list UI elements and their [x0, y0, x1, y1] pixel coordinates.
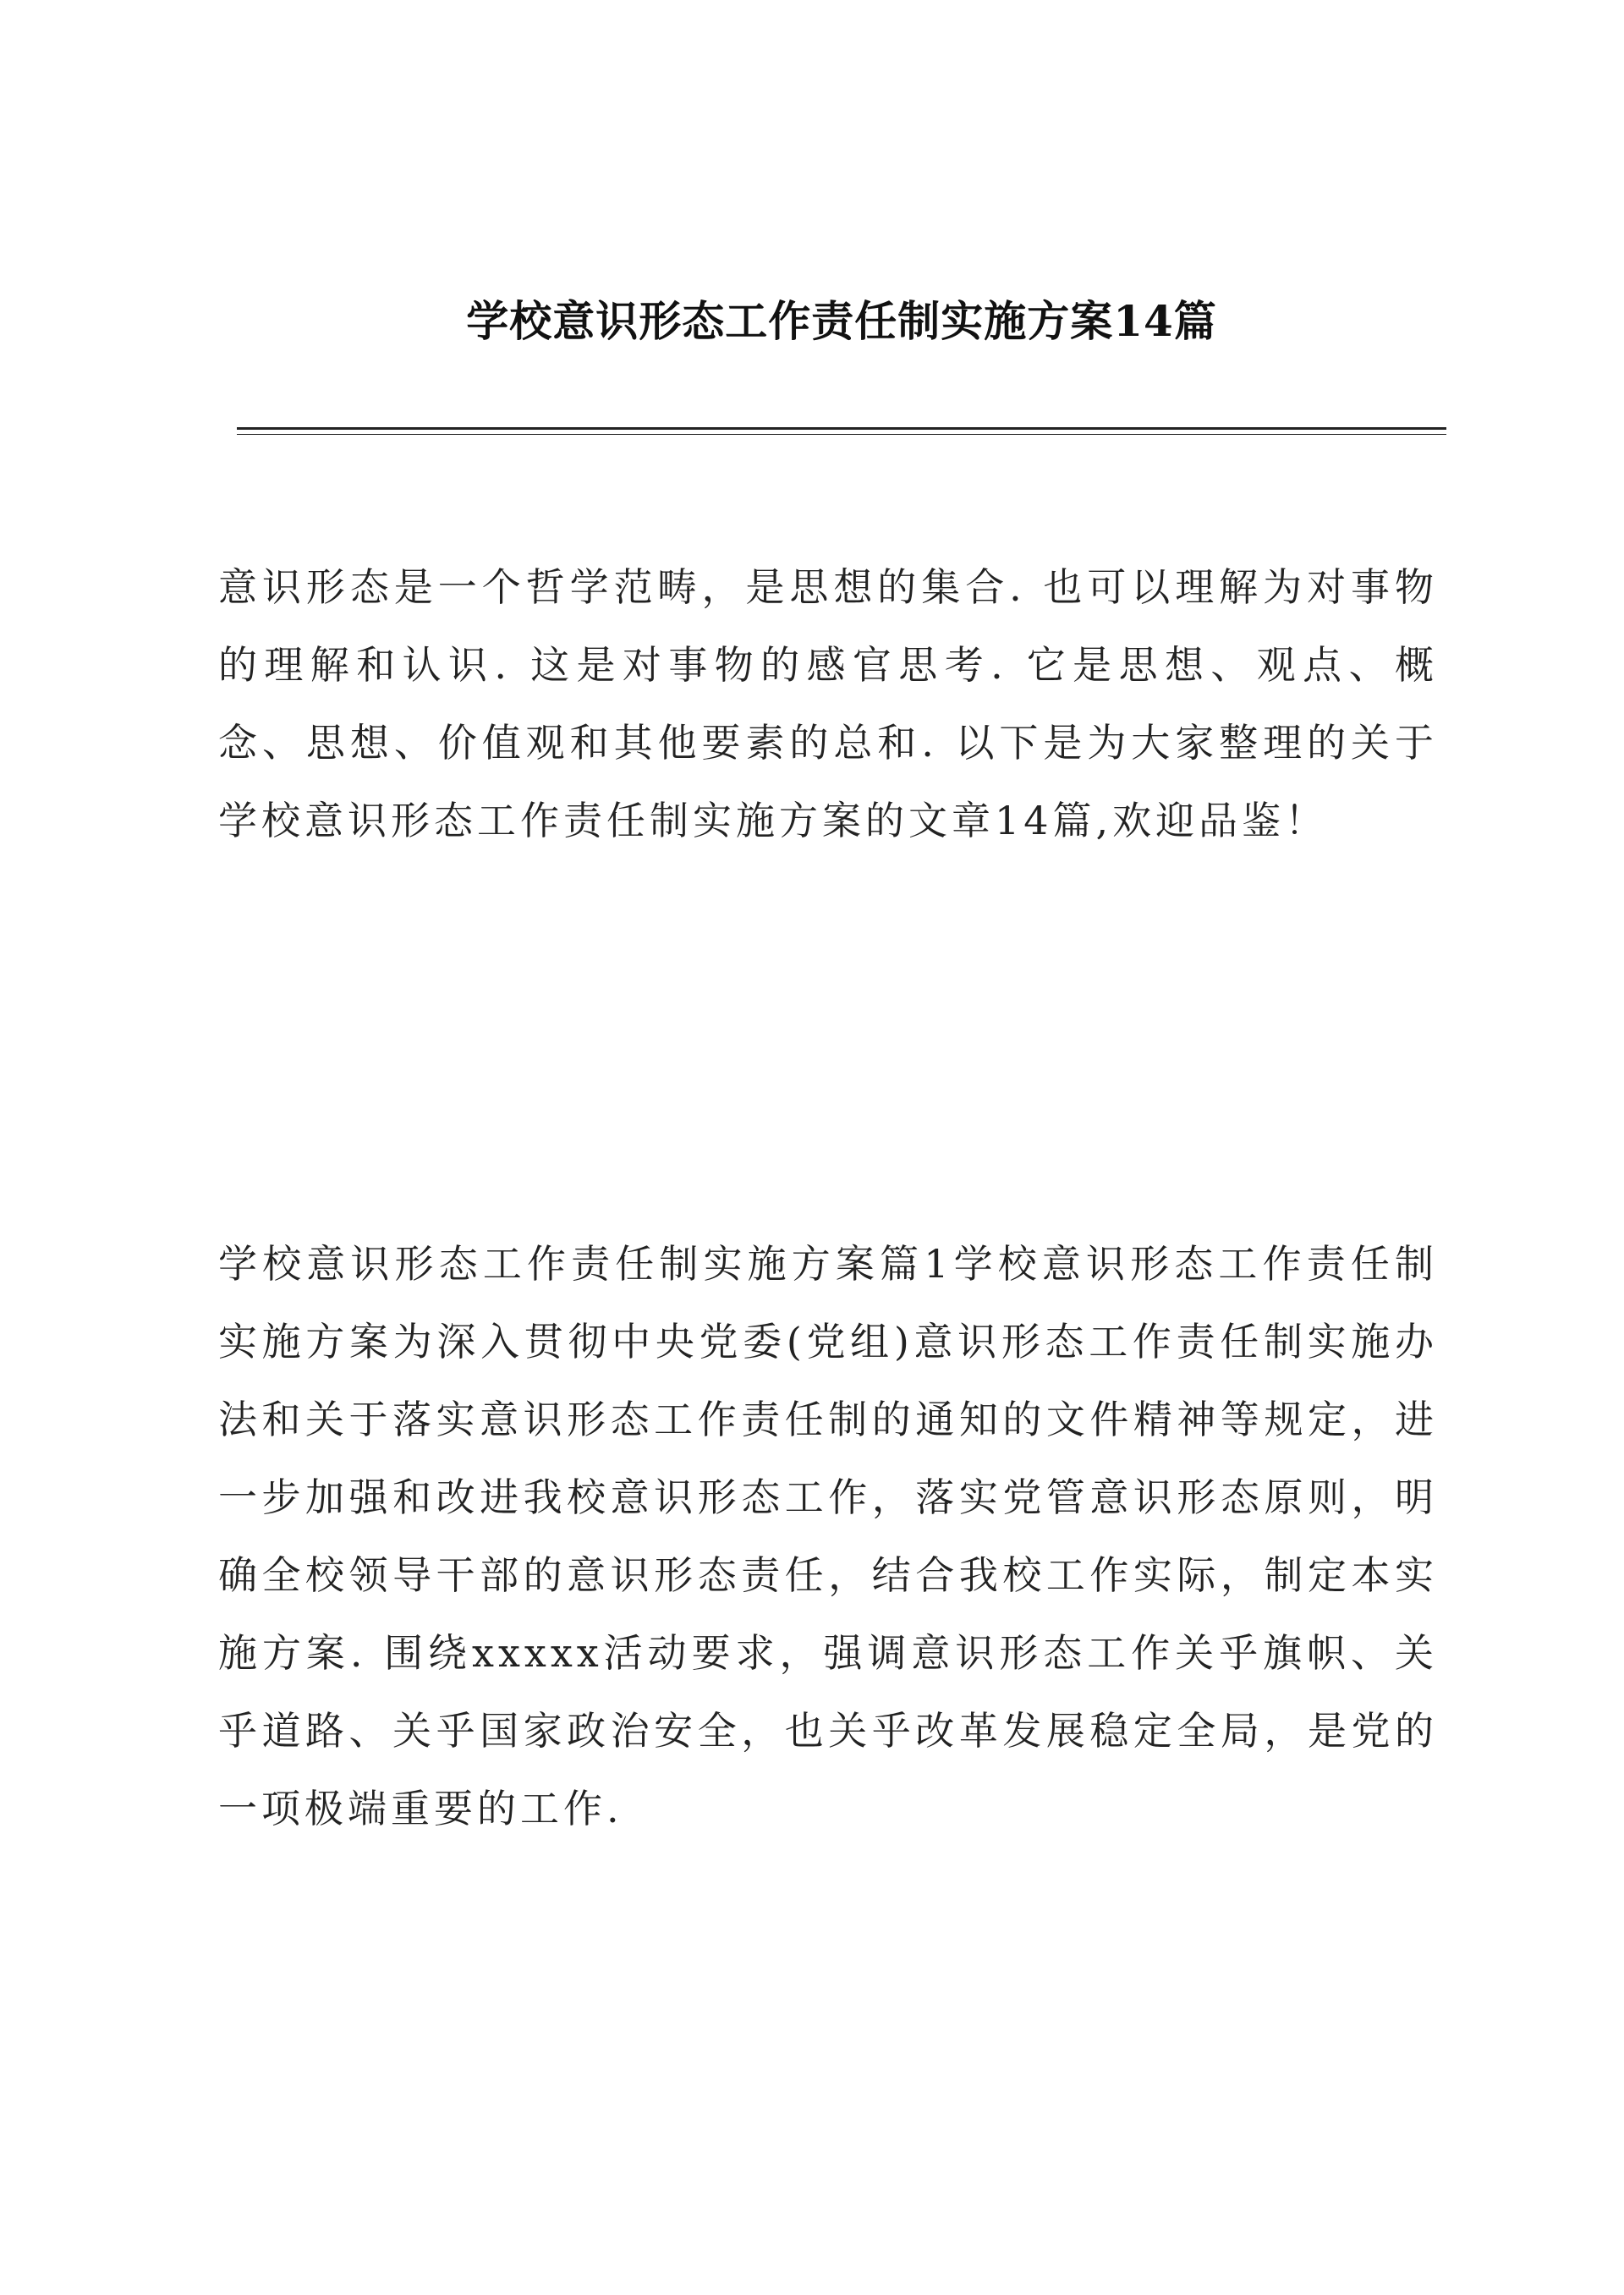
- title-divider-thick: [237, 427, 1446, 430]
- title-divider-thin: [237, 434, 1446, 435]
- intro-paragraph: 意识形态是一个哲学范畴，是思想的集合. 也可以理解为对事物的理解和认识. 这是对事物的感官思考. 它是思想、观点、概念、思想、价值观和其他要素的总和. 以下是为大家整理的关于学校意识形态工作责任制实施方案的文章14篇,欢迎品鉴！: [218, 564, 1438, 843]
- document-title: 学校意识形态工作责任制实施方案14篇: [466, 296, 1217, 346]
- article-paragraph: 学校意识形态工作责任制实施方案篇1学校意识形态工作责任制实施方案为深入贯彻中央党委(党组)意识形态工作责任制实施办法和关于落实意识形态工作责任制的通知的文件精神等规定，进一步加强和改进我校意识形态工作，落实党管意识形态原则，明确全校领导干部的意识形态责任，结合我校工作实际，制定本实施方案. 围绕xxxxx活动要求，强调意识形态工作关乎旗帜、关乎道路、关乎国家政治安全，也关乎改革发展稳定全局，是党的一项极端重要的工作.: [218, 1241, 1438, 1831]
